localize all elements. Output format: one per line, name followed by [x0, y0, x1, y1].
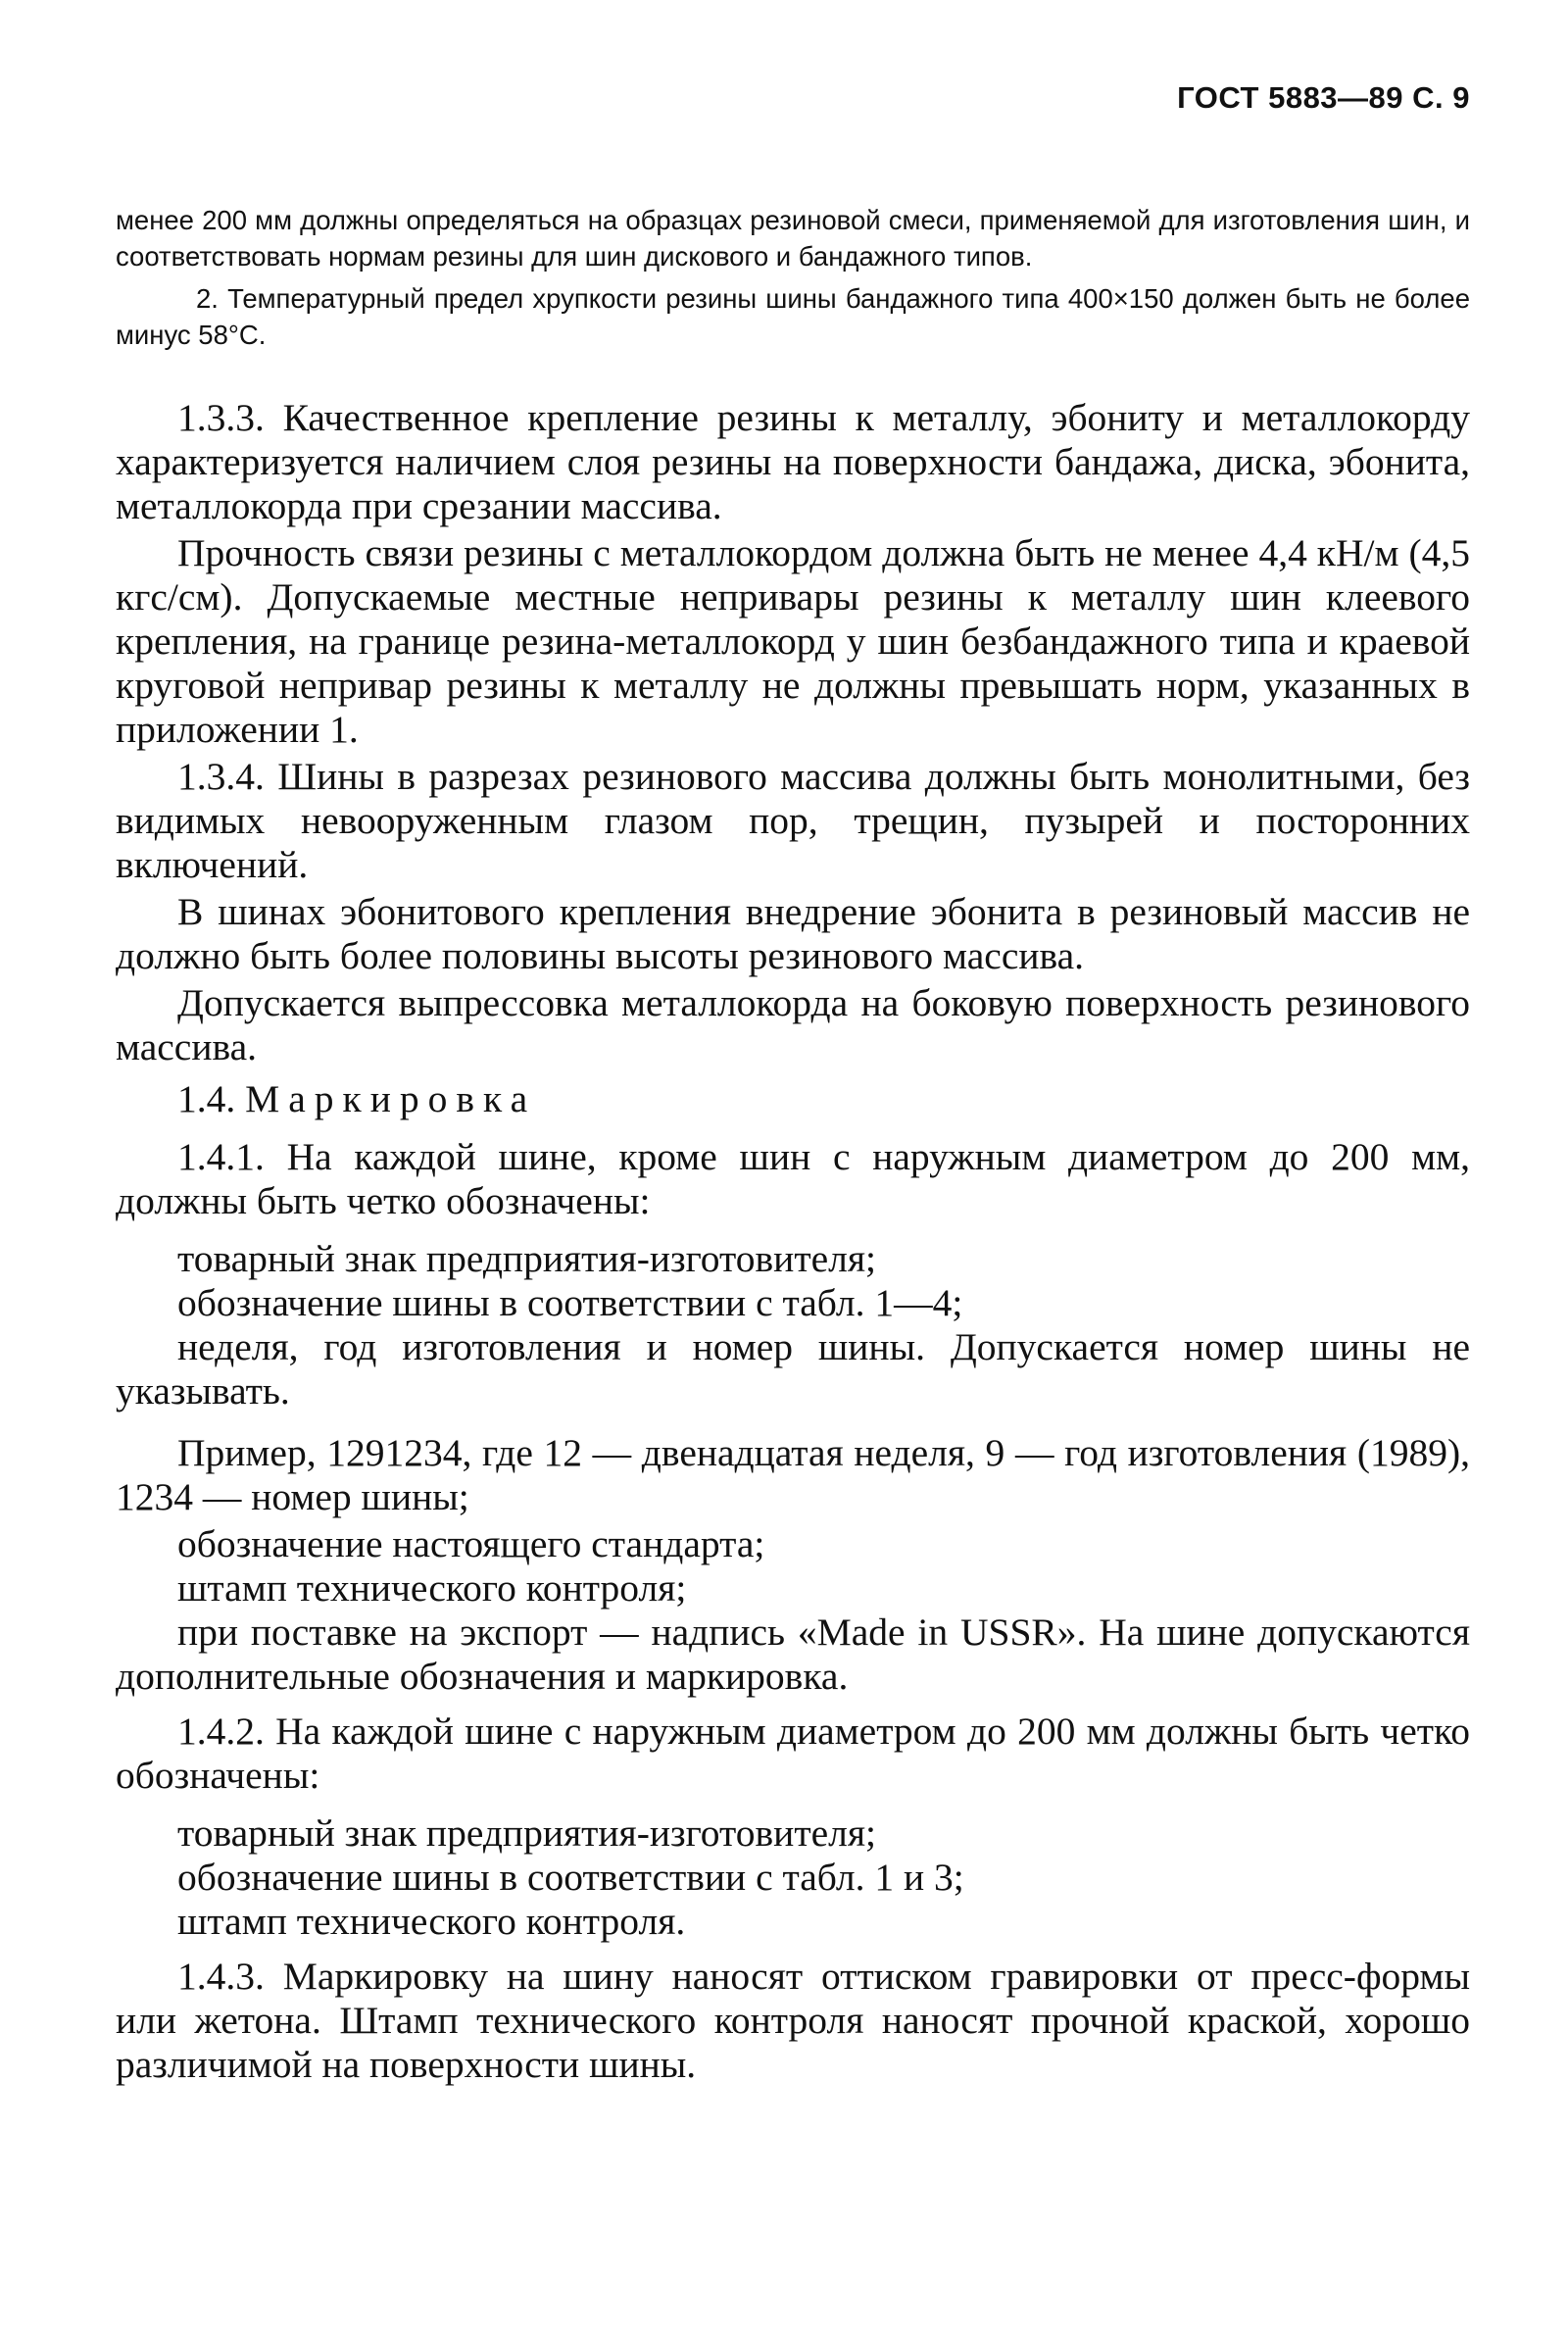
paragraph-1-3-4: 1.3.4. Шины в разрезах резинового массива должны быть монолитными, без видимых невооруженным глазом пор, трещин, пузырей и посторонних включений.	[116, 755, 1470, 886]
paragraph-bond-strength: Прочность связи резины с металлокордом должна быть не менее 4,4 кН/м (4,5 кгс/см). Допускаемые местные непривары резины к металлу шин клеевого крепления, на границе резина-металлокорд у шин безбандажного типа и краевой круговой непривар резины к металлу не должны превышать норм, указанных в приложении 1.	[116, 531, 1470, 751]
section-title: Маркировка	[245, 1077, 537, 1120]
note-2: 2. Температурный предел хрупкости резины шины бандажного типа 400×150 должен быть не более минус 58°С.	[116, 283, 1470, 350]
main-text	[116, 396, 1470, 2087]
page-header: ГОСТ 5883—89 С. 9	[1177, 80, 1470, 115]
list-item: товарный знак предприятия-изготовителя;	[177, 1237, 876, 1280]
list-item: обозначение настоящего стандарта;	[177, 1522, 765, 1565]
list-item: штамп технического контроля;	[177, 1566, 687, 1610]
paragraph-1-3-3: 1.3.3. Качественное крепление резины к металлу, эбониту и металлокорду характеризуется наличием слоя резины на поверхности бандажа, диска, эбонита, металлокорда при срезании массива.	[116, 396, 1470, 527]
paragraph-1-4-1: 1.4.1. На каждой шине, кроме шин с наружным диаметром до 200 мм, должны быть четко обозначены:	[116, 1135, 1470, 1222]
paragraph-pressing: Допускается выпрессовка металлокорда на боковую поверхность резинового массива.	[116, 981, 1470, 1068]
section-heading-1-4	[116, 1077, 1470, 1121]
list-item: обозначение шины в соответствии с табл. 1—4;	[177, 1281, 963, 1324]
list-item: товарный знак предприятия-изготовителя;	[177, 1811, 876, 1855]
list-item: при поставке на экспорт — надпись «Made in USSR». На шине допускаются дополнительные обозначения и маркировка.	[116, 1611, 1470, 1698]
paragraph-1-4-2: 1.4.2. На каждой шине с наружным диаметром до 200 мм должны быть четко обозначены:	[116, 1710, 1470, 1797]
list-item: штамп технического контроля.	[177, 1900, 686, 1943]
paragraph-example: Пример, 1291234, где 12 — двенадцатая неделя, 9 — год изготовления (1989), 1234 — номер шины;	[116, 1431, 1470, 1518]
paragraph-1-4-3: 1.4.3. Маркировку на шину наносят оттиском гравировки от пресс-формы или жетона. Штамп технического контроля наносят прочной краской, хорошо различимой на поверхности шины.	[116, 1955, 1470, 2086]
list-item: неделя, год изготовления и номер шины. Допускается номер шины не указывать.	[116, 1325, 1470, 1413]
note-continuation: менее 200 мм должны определяться на образцах резиновой смеси, применяемой для изготовления шин, и соответствовать нормам резины для шин дискового и бандажного типов.	[116, 205, 1470, 272]
list-item: обозначение шины в соответствии с табл. 1 и 3;	[177, 1856, 964, 1899]
paragraph-ebonite: В шинах эбонитового крепления внедрение эбонита в резиновый массив не должно быть более половины высоты резинового массива.	[116, 890, 1470, 977]
section-number: 1.4.	[177, 1077, 236, 1120]
